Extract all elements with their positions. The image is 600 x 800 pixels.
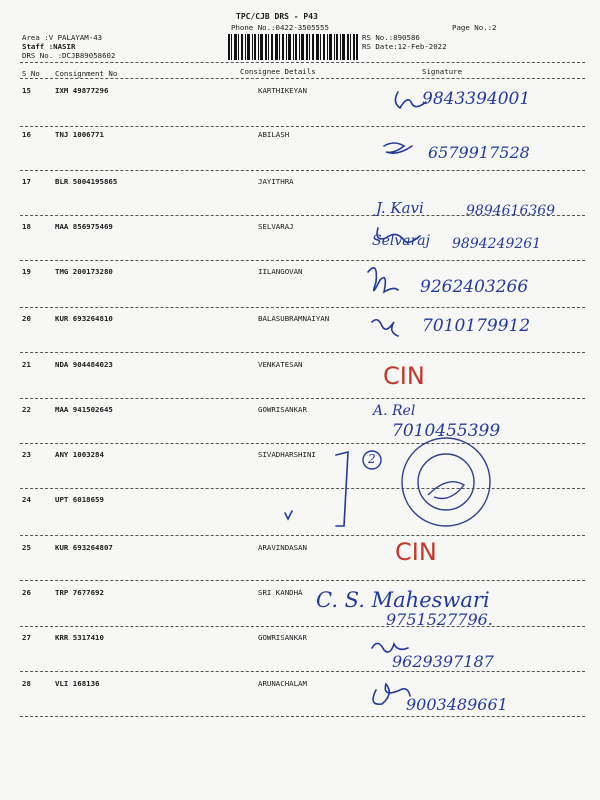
handwritten-phone: 9629397187 — [392, 652, 494, 671]
handwritten-phone: 9894616369 — [466, 203, 556, 219]
handwritten-phone: 9843394001 — [422, 89, 531, 109]
handwritten-number: 2 — [368, 452, 376, 466]
handwritten-phone: 9751527796. — [386, 610, 493, 629]
column-consignee: Consignee Details — [240, 67, 316, 76]
handwritten-phone: 9262403266 — [420, 277, 529, 297]
handwritten-phone: 9894249261 — [452, 236, 542, 252]
column-signature: Signature — [422, 67, 463, 76]
drs-sheet: TPC/CJB DRS - P43 Phone No.:0422-3505555 Page No.:2 Area :V PALAYAM-43 Staff :NASIR DRS No. :DCJB89058602 RS No.:890586 RS Date:12-Feb-2022 S No Consignment No Consignee Details Signature 15 IXM 49877296 KARTHIKEYAN 16 TNJ 1006771 ABILASH 17 BLR 5004195865 JAYITHRA 18 MAA 856975469 SELVARAJ 19 TMG 200173280 IILANGOVAN 20 KUR 693264810 BALASUBRAMNAIYAN 21 NDA 904484023 VENKATESAN 22 MAA 941502645 GOWRISANKAR 23 ANY 1003284 SIVADHARSHINI 24 UPT 6018659 25 KUR 693264807 ARAVINDASAN 26 TRP 7677692 SRI KANDHA 27 KRR 5317410 GOWRISANKAR 28 VLI 168136 ARUNACHALAM 9843394001 6579917528 J. Kavi 9894616369 Selvaraj 9894249261 9262403266 7010179912 CIN A. Rel 7010455399 2 CIN C. S. Maheswari 9751527796. 9629397187 9003489661 — [0, 0, 600, 800]
sheet-title: TPC/CJB DRS - P43 — [236, 12, 318, 21]
handwritten-phone: 7010179912 — [422, 316, 531, 336]
column-sno: S No — [22, 69, 40, 78]
rs-date: RS Date:12-Feb-2022 — [362, 42, 447, 51]
handwritten-name: A. Rel — [373, 403, 416, 419]
drs-number: DRS No. :DCJB89058602 — [22, 51, 116, 60]
cin-mark: CIN — [383, 362, 425, 390]
handwritten-phone: 9003489661 — [406, 695, 508, 714]
handwritten-name: C. S. Maheswari — [316, 588, 490, 612]
round-seal-stamp — [402, 438, 490, 526]
staff-label: Staff :NASIR — [22, 42, 76, 51]
handwritten-name: J. Kavi — [376, 199, 424, 217]
handwritten-name: Selvaraj — [372, 233, 430, 249]
page-number: Page No.:2 — [452, 23, 497, 32]
column-consignment: Consignment No — [55, 69, 118, 78]
handwritten-phone: 6579917528 — [428, 143, 530, 162]
cin-mark: CIN — [395, 538, 437, 566]
rs-number: RS No.:890586 — [362, 33, 420, 42]
phone-number: Phone No.:0422-3505555 — [231, 23, 329, 32]
area-label: Area :V PALAYAM-43 — [22, 33, 103, 42]
handwritten-phone: 7010455399 — [392, 421, 501, 441]
